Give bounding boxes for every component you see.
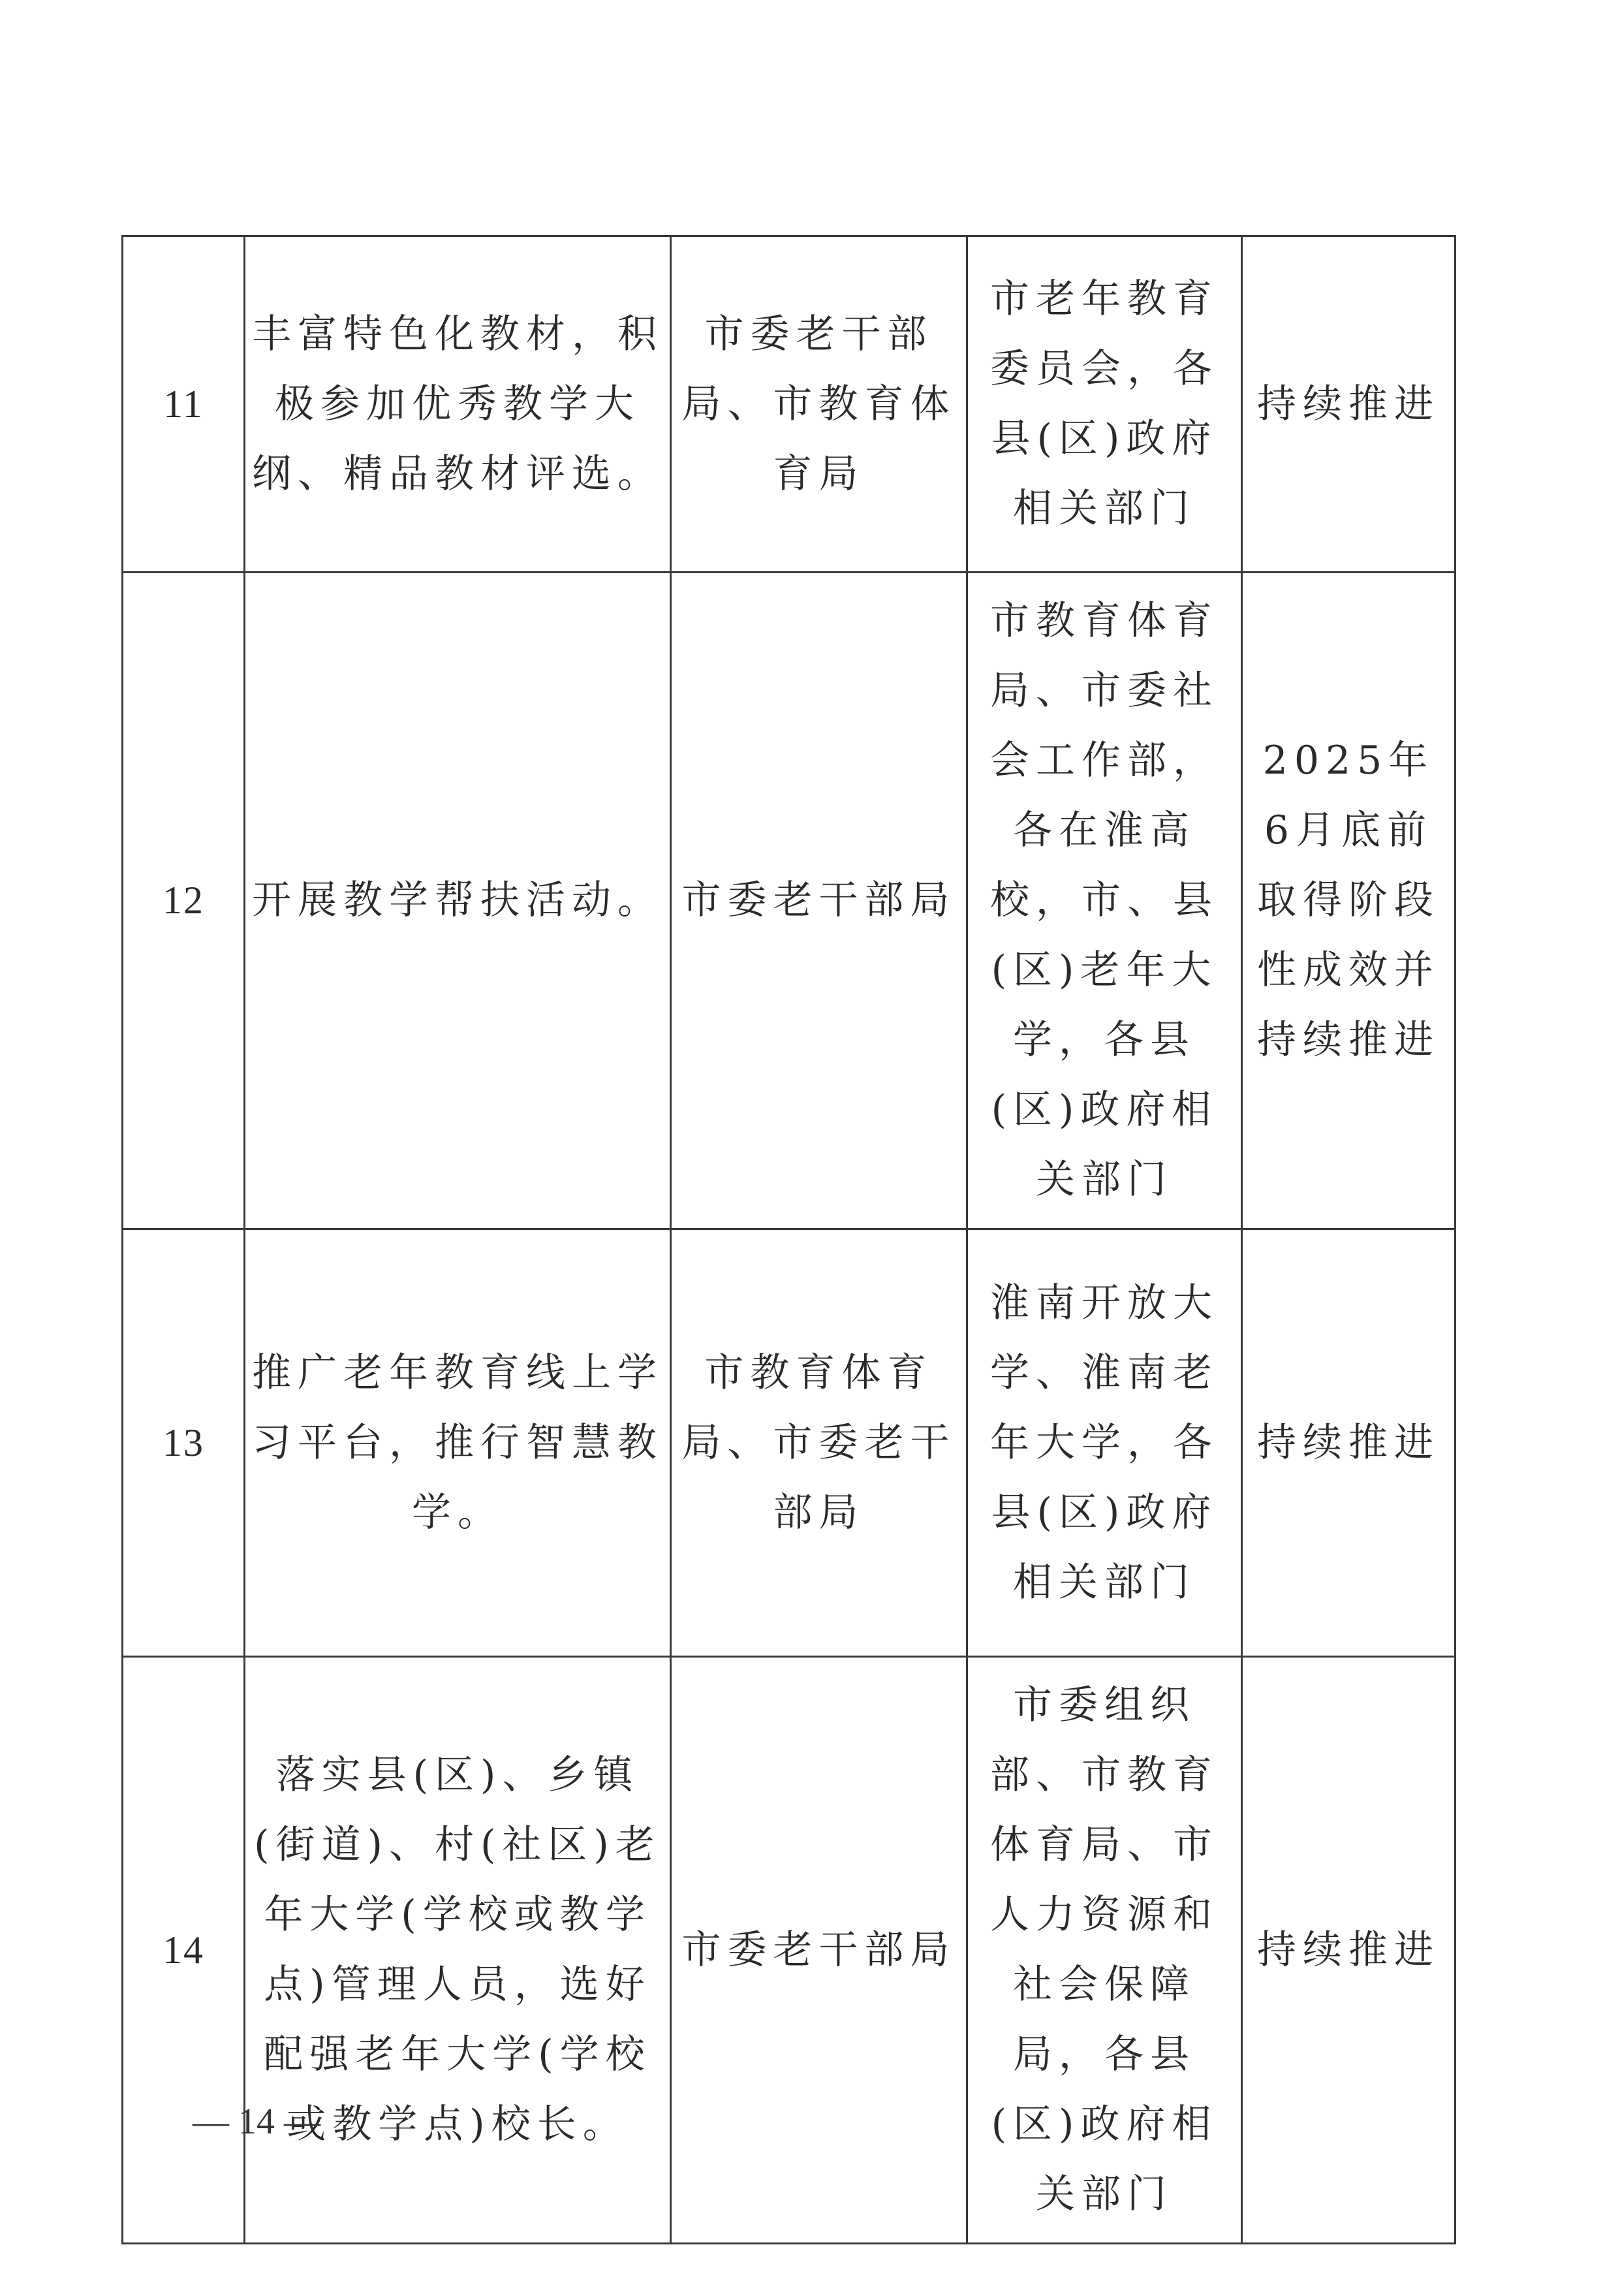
row-number: 11 xyxy=(123,236,245,573)
table-row xyxy=(123,573,1455,1229)
task-table xyxy=(121,235,1456,2244)
page-number: — 14 — xyxy=(193,2101,320,2142)
lead-unit: 市教育体育局、市委老干部局 xyxy=(671,1229,967,1657)
task-content: 推广老年教育线上学习平台，推行智慧教学。 xyxy=(245,1229,671,1657)
table-row xyxy=(123,1657,1455,2244)
lead-unit: 市委老干部局、市教育体育局 xyxy=(671,236,967,573)
table-row xyxy=(123,1229,1455,1657)
participating-units: 淮南开放大学、淮南老年大学，各县(区)政府相关部门 xyxy=(967,1229,1242,1657)
timeline: 持续推进 xyxy=(1242,236,1455,573)
lead-unit: 市委老干部局 xyxy=(671,573,967,1229)
lead-unit: 市委老干部局 xyxy=(671,1657,967,2244)
participating-units: 市委组织部、市教育体育局、市人力资源和社会保障局，各县(区)政府相关部门 xyxy=(967,1657,1242,2244)
row-number: 13 xyxy=(123,1229,245,1657)
timeline: 持续推进 xyxy=(1242,1657,1455,2244)
task-content: 丰富特色化教材，积极参加优秀教学大纲、精品教材评选。 xyxy=(245,236,671,573)
task-content: 开展教学帮扶活动。 xyxy=(245,573,671,1229)
table-row xyxy=(123,236,1455,573)
row-number: 12 xyxy=(123,573,245,1229)
participating-units: 市老年教育委员会，各县(区)政府相关部门 xyxy=(967,236,1242,573)
timeline: 2025年6月底前取得阶段性成效并持续推进 xyxy=(1242,573,1455,1229)
timeline: 持续推进 xyxy=(1242,1229,1455,1657)
participating-units: 市教育体育局、市委社会工作部，各在淮高校，市、县(区)老年大学，各县(区)政府相关部门 xyxy=(967,573,1242,1229)
row-number: 14 xyxy=(123,1657,245,2244)
task-content: 落实县(区)、乡镇(街道)、村(社区)老年大学(学校或教学点)管理人员，选好配强老年大学(学校或教学点)校长。 xyxy=(245,1657,671,2244)
